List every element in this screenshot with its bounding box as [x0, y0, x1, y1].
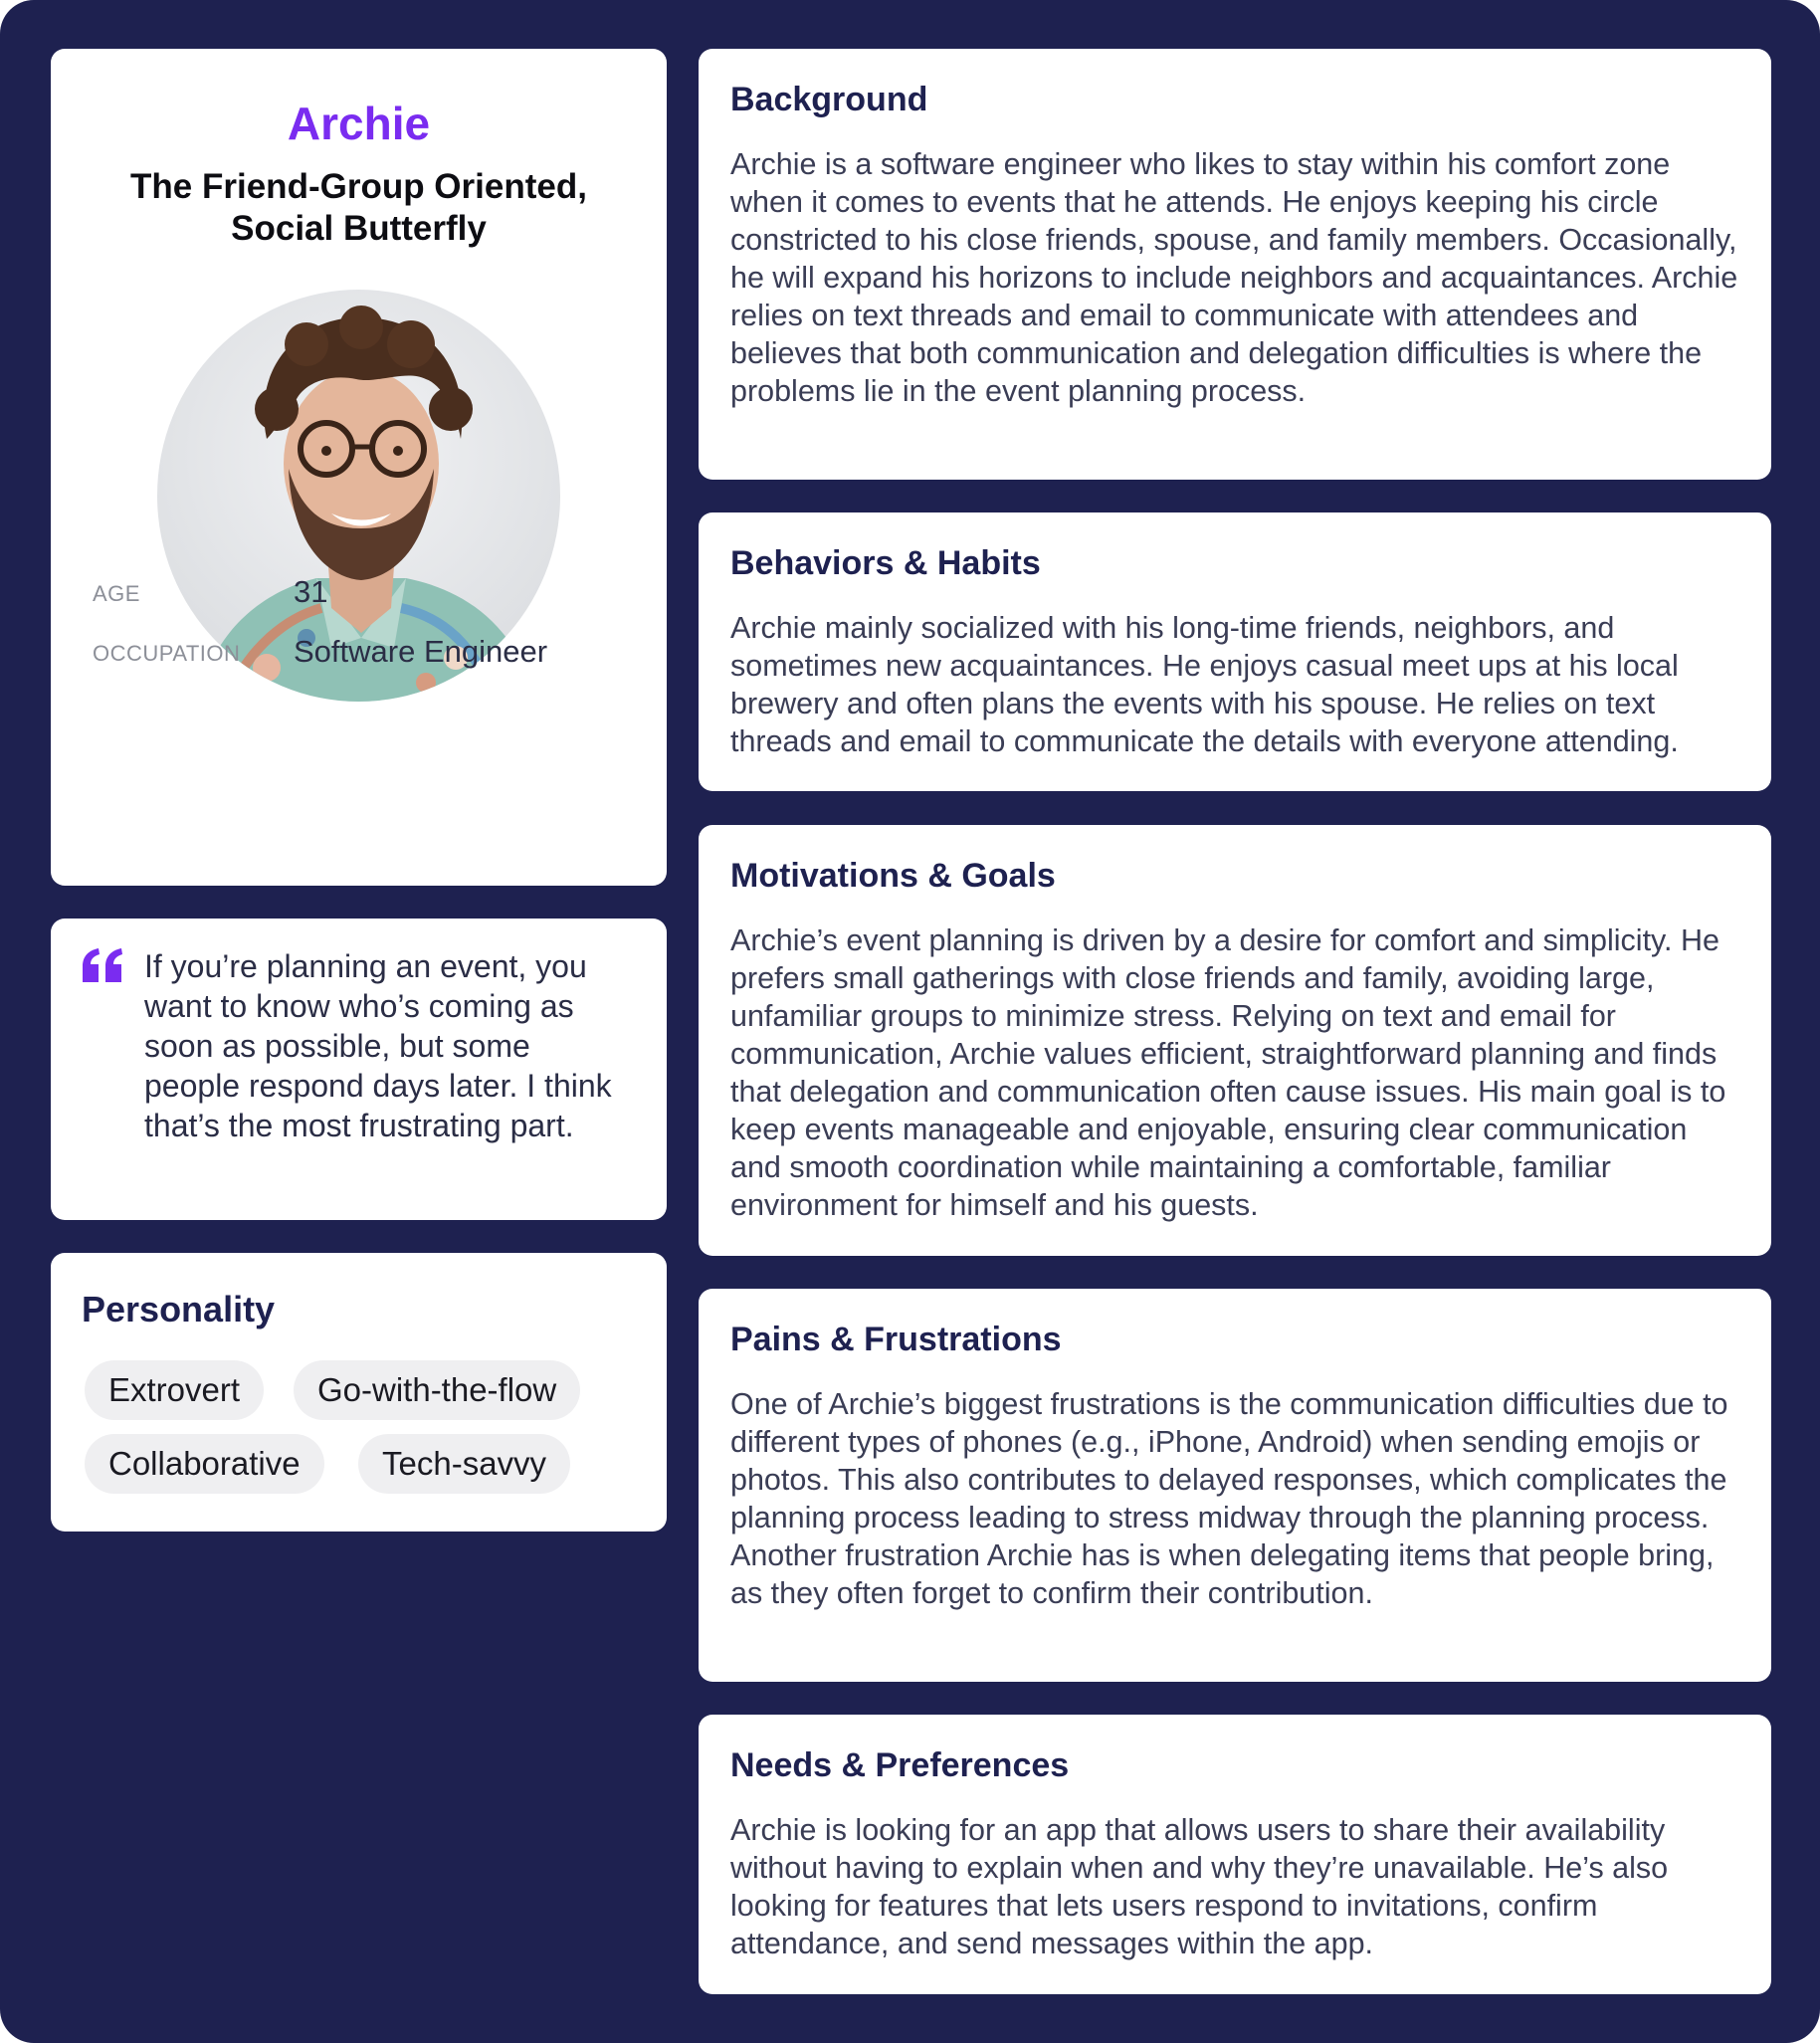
needs-section	[699, 1715, 1771, 1994]
quote-card	[51, 919, 667, 1220]
section-body: Archie is looking for an app that allows users to share their availability without having to explain when and why they’re unavailable. He’s also looking for features that lets users respond to invitations, confirm attendance, and send messages within the app.	[730, 1813, 1669, 1960]
section-body: One of Archie’s biggest frustrations is the communication difficulties due to different types of phones (e.g., iPhone, Android) when sending emojis or photos. This also contributes to delayed responses, which complicates the planning process leading to stress midway through the planning process. Another frustration Archie has is when delegating items that people bring, as they often forget to confirm their contribution.	[730, 1387, 1728, 1610]
quote-mark-icon	[81, 948, 124, 984]
occupation-label: OCCUPATION	[93, 641, 241, 666]
persona-tagline: The Friend-Group Oriented, Social Butterfly	[130, 167, 587, 248]
background-section	[699, 49, 1771, 480]
section-title: Behaviors & Habits	[730, 544, 1041, 582]
behaviors-section	[699, 512, 1771, 791]
personality-tag: Collaborative	[85, 1434, 324, 1494]
section-title: Needs & Preferences	[730, 1746, 1070, 1784]
personality-tag: Extrovert	[85, 1360, 264, 1420]
personality-tag: Tech-savvy	[358, 1434, 570, 1494]
section-title: Pains & Frustrations	[730, 1321, 1062, 1358]
occupation-value: Software Engineer	[294, 634, 548, 669]
motivations-section	[699, 825, 1771, 1256]
personality-tag: Go-with-the-flow	[294, 1360, 580, 1420]
personality-card	[51, 1253, 667, 1532]
personality-title: Personality	[82, 1289, 276, 1329]
section-title: Background	[730, 81, 928, 118]
section-body: Archie mainly socialized with his long-time friends, neighbors, and sometimes new acquaintances. He enjoys casual meet ups at his local brewery and often plans the events with his spouse. He relies on text threads and email to communicate the details with everyone attending.	[730, 611, 1679, 758]
age-label: AGE	[93, 581, 140, 606]
age-value: 31	[294, 574, 328, 609]
section-body: Archie is a software engineer who likes to stay within his comfort zone when it comes to events that he attends. He enjoys keeping his circle constricted to his close friends, spouse, and family members. Occasionally, he will expand his horizons to include neighbors and acquaintances. Archie relies on text threads and email to communicate with attendees and believes that both communication and delegation difficulties is where the problems lie in the event planning process.	[730, 147, 1738, 408]
section-body: Archie’s event planning is driven by a desire for comfort and simplicity. He prefers small gatherings with close friends and family, avoiding large, unfamiliar groups to minimize stress. Relying on text and email for communication, Archie values efficient, straightforward planning and finds that delegation and communication often cause issues. His main goal is to keep events manageable and enjoyable, ensuring clear communication and smooth coordination while maintaining a comfortable, familiar environment for himself and his guests.	[730, 923, 1726, 1222]
persona-name: Archie	[287, 98, 431, 149]
quote-text: If you’re planning an event, you want to know who’s coming as soon as possible, but some people respond days later. I think that’s the most frustrating part.	[144, 948, 612, 1143]
pains-section	[699, 1289, 1771, 1682]
section-title: Motivations & Goals	[730, 857, 1056, 895]
profile-card	[51, 49, 667, 886]
